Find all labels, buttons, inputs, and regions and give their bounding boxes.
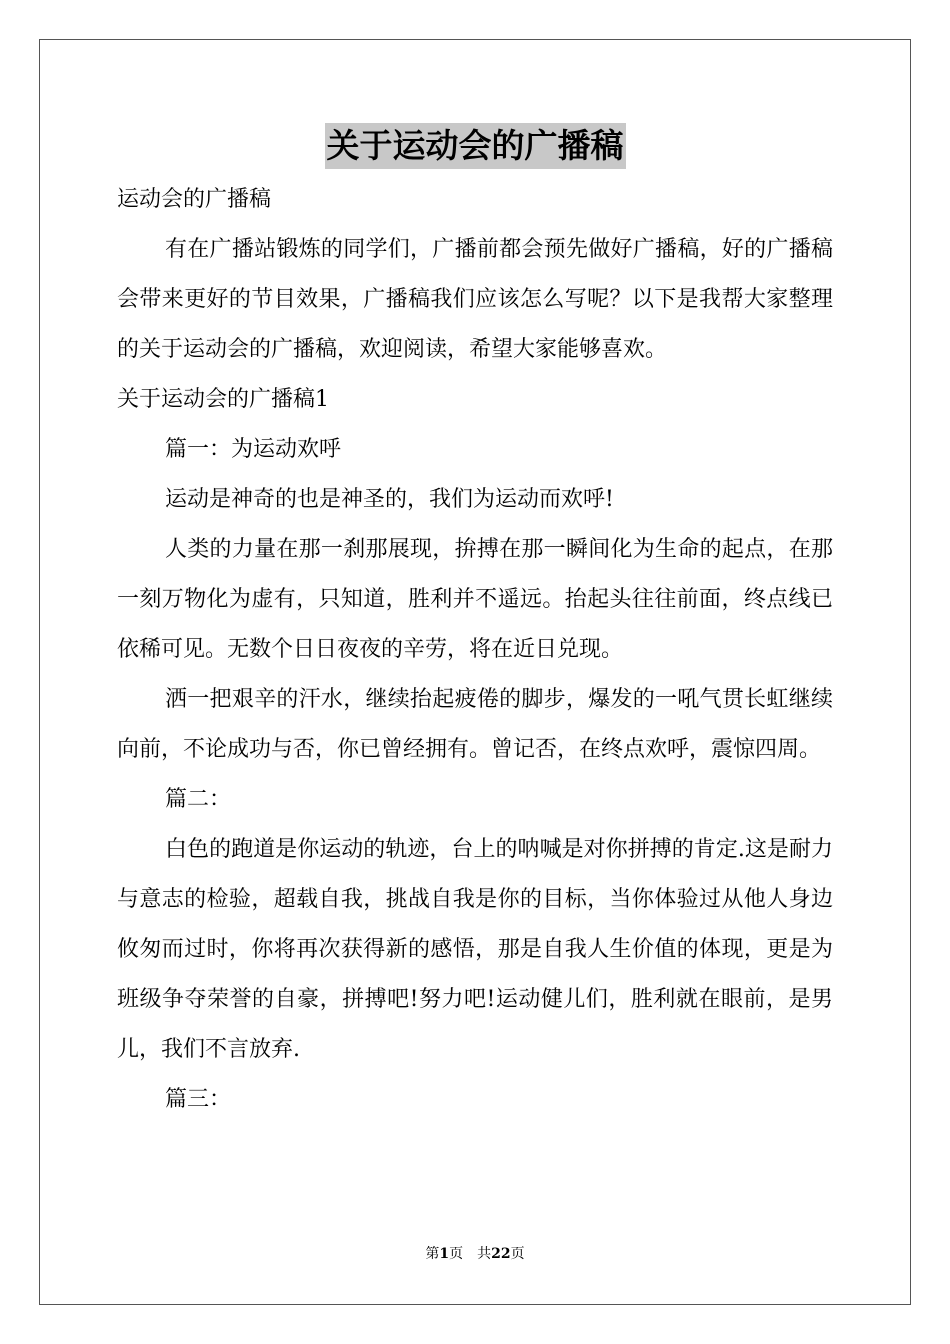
- paragraph: 篇三：: [165, 1087, 232, 1112]
- paragraph: 运动会的广播稿: [117, 187, 272, 212]
- footer-middle: 页 共: [449, 1246, 492, 1262]
- paragraph: 篇二：: [165, 787, 232, 812]
- page-footer: [0, 1244, 950, 1264]
- paragraph: 运动是神奇的也是神圣的，我们为运动而欢呼!: [165, 487, 614, 512]
- paragraph: 篇一：为运动欢呼: [165, 437, 342, 462]
- paragraph: 洒一把艰辛的汗水，继续抬起疲倦的脚步，爆发的一吼气贯长虹继续向前，不论成功与否，你已曾经拥有。曾记否，在终点欢呼，震惊四周。: [117, 687, 833, 762]
- paragraph: 人类的力量在那一刹那展现，拚搏在那一瞬间化为生命的起点，在那一刻万物化为虚有，只知道，胜利并不遥远。抬起头往往前面，终点线已依稀可见。无数个日日夜夜的辛劳，将在近日兑现。: [117, 537, 833, 662]
- document-title: 关于运动会的广播稿: [325, 123, 626, 169]
- paragraph: 白色的跑道是你运动的轨迹，台上的呐喊是对你拼搏的肯定.这是耐力与意志的检验，超载自我，挑战自我是你的目标，当你体验过从他人身边攸匆而过时，你将再次获得新的感悟，那是自我人生价值的体现，更是为班级争夺荣誉的自豪，拼搏吧!努力吧!运动健儿们，胜利就在眼前，是男儿，我们不言放弃.: [117, 837, 833, 1062]
- paragraph: 有在广播站锻炼的同学们，广播前都会预先做好广播稿，好的广播稿会带来更好的节目效果，广播稿我们应该怎么写呢？以下是我帮大家整理的关于运动会的广播稿，欢迎阅读，希望大家能够喜欢。: [117, 237, 833, 362]
- title-container: [0, 123, 950, 169]
- footer-prefix: 第: [425, 1246, 440, 1262]
- footer-total-pages: 22: [491, 1246, 511, 1262]
- paragraph: 关于运动会的广播稿1: [117, 387, 329, 412]
- footer-page-number: 1: [439, 1246, 450, 1262]
- document-body: [117, 175, 833, 1125]
- footer-suffix: 页: [510, 1246, 525, 1262]
